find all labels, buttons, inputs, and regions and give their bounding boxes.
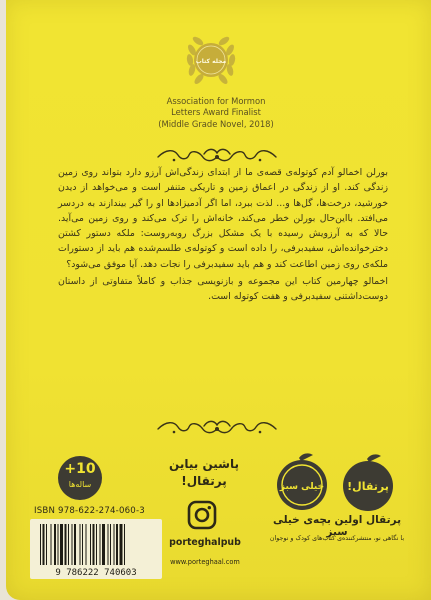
barcode-bar [68, 524, 69, 565]
barcode-bar [100, 524, 101, 565]
barcode-bar [51, 524, 52, 565]
barcode-bar [86, 524, 87, 565]
barcode-bar [72, 524, 73, 565]
barcode-bar [58, 524, 59, 565]
website-url: www.porteghaal.com [170, 558, 240, 566]
barcode-bar [120, 524, 123, 565]
instagram-icon [187, 500, 217, 530]
barcode-bar [40, 524, 41, 565]
barcode-bar [114, 524, 115, 565]
barcode-bar [54, 524, 56, 565]
barcode-bar [116, 524, 118, 565]
back-cover [6, 0, 431, 600]
age-label: ساله‌ها [68, 480, 92, 489]
barcode-bar [60, 524, 63, 565]
age-badge [58, 456, 102, 500]
barcode-digits: 9 786222 740603 [55, 568, 137, 578]
instagram-handle: porteghalpub [169, 537, 241, 548]
khiyal-logo-text: خیلی سبز [279, 482, 325, 492]
barcode-bar [93, 524, 95, 565]
brand-line: پاشین بیاین [169, 457, 239, 471]
award-line: Association for Mormon [166, 96, 266, 106]
award-seal-icon [181, 30, 241, 90]
barcode-bar [65, 524, 67, 565]
isbn-text: ISBN 978-622-274-060-3 [34, 506, 145, 516]
description-paragraph: اخمالو چهارمین کتاب این مجموعه و بازنویسی جذاب و کاملاً متفاوتی از داستان دوست‌داشتنی سفیدبرفی و هفت کوتوله است. [58, 276, 388, 303]
barcode-bar [110, 524, 111, 565]
barcode-bar [124, 524, 125, 565]
award-caption [126, 96, 306, 130]
barcode-bar [43, 524, 45, 565]
publisher-tagline: پرتقال اولین بچه‌ی خیلی سبز [272, 514, 402, 538]
ornament-divider-icon [156, 418, 278, 440]
award-line: (Middle Grade Novel, 2018) [158, 118, 274, 129]
age-plus: +10 [64, 461, 96, 477]
brand-line: پرتقال! [181, 474, 227, 488]
barcode-bar [90, 524, 91, 565]
orange-logo-text: پرتقال! [347, 480, 389, 493]
barcode [30, 519, 162, 579]
barcode-bar [46, 524, 47, 565]
barcode-bar [74, 524, 76, 565]
barcode-bar [108, 524, 109, 565]
khiyal-logo-icon [271, 452, 333, 514]
orange-logo-icon [337, 452, 399, 514]
description-paragraph: بورلن اخمالو آدم کوتوله‌ی قصه‌ی ما از ابتدای زندگی‌اش آرزو دارد بتواند روی زمین زندگی کند. او از زندگی در اعماق زمین و تاریکی متنفر است و می‌خواهد از دیدن خورشید، درخت‌ها، گل‌ها و... لذت ببرد، اما اگر آدمیزادها او را گیر بیندازند به دردسر می‌افتد. بااین‌حال بورلن خطر می‌کند، خانه‌اش را ترک می‌کند و روی زمین می‌آید. حالا که به آرزویش رسیده با یک مشکل بزرگ روبه‌روست: ملکه دستور کشتن دخترخوانده‌اش، سفیدبرفی، را داده است و کوتوله‌ی طلسم‌شده هم باید از دستورات ملکه‌ی روی زمین اطاعت کند و هم باید سفیدبرفی را نجات دهد. آیا موفق می‌شود؟ [58, 167, 388, 270]
barcode-bar [82, 524, 83, 565]
book-description [58, 165, 388, 307]
barcode-bar [96, 524, 97, 565]
award-line: Letters Award Finalist [171, 107, 261, 118]
award-seal-text: مجله کتاب [195, 58, 227, 65]
publisher-brand-lines [164, 456, 244, 490]
barcode-bar [80, 524, 81, 565]
barcode-bar [102, 524, 105, 565]
publisher-subline: با نگاهی نو، منتشرکننده‌ی کتاب‌های کودک و نوجوان [269, 535, 405, 542]
